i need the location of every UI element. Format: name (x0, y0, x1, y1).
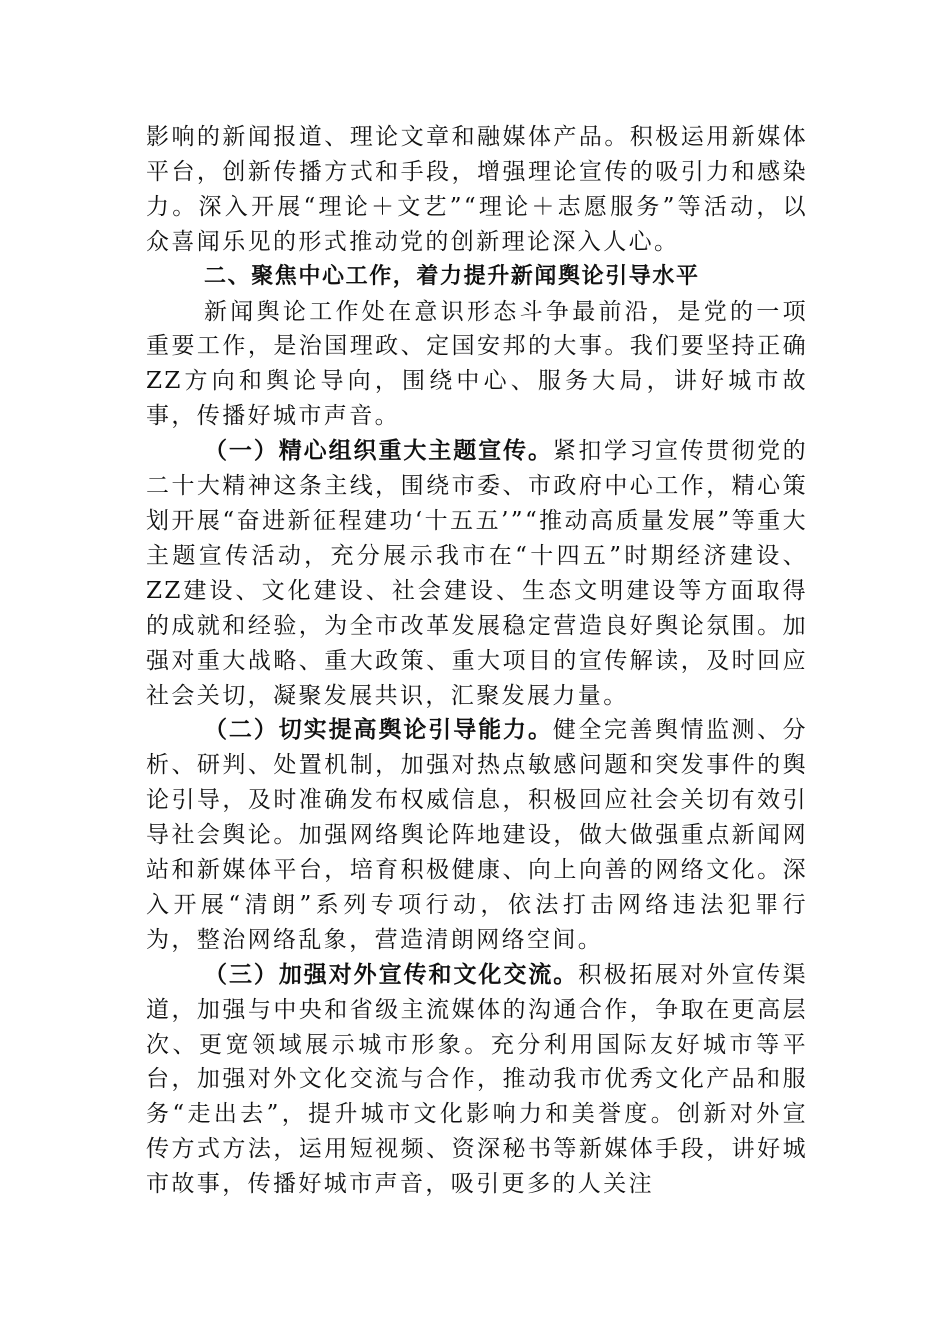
item-3-paragraph (146, 958, 808, 1202)
item-1-paragraph (146, 434, 808, 713)
item-2-body: 健全完善舆情监测、分析、研判、处置机制，加强对热点敏感问题和突发事件的舆论引导，及时准确发布权威信息，积极回应社会关切有效引导社会舆论。加强网络舆论阵地建设，做大做强重点新闻网站和新媒体平台，培育积极健康、向上向善的网络文化。深入开展“清朗”系列专项行动，依法打击网络违法犯罪行为，整治网络乱象，营造清朗网络空间。 (146, 717, 809, 953)
item-1-body: 紧扣学习宣传贯彻党的二十大精神这条主线，围绕市委、市政府中心工作，精心策划开展“奋进新征程建功‘十五五’”“推动高质量发展”等重大主题宣传活动，充分展示我市在“十四五”时期经济建设、ZZ建设、文化建设、社会建设、生态文明建设等方面取得的成就和经验，为全市改革发展稳定营造良好舆论氛围。加强对重大战略、重大政策、重大项目的宣传解读，及时回应社会关切，凝聚发展共识，汇聚发展力量。 (146, 438, 809, 709)
item-1-lead: （一）精心组织重大主题宣传。 (204, 438, 553, 465)
section-heading: 二、聚焦中心工作，着力提升新闻舆论引导水平 (204, 263, 700, 289)
section-paragraph: 新闻舆论工作处在意识形态斗争最前沿，是党的一项重要工作，是治国理政、定国安邦的大事。我们要坚持正确ZZ方向和舆论导向，围绕中心、服务大局，讲好城市故事，传播好城市声音。 (146, 298, 808, 430)
item-3-body: 积极拓展对外宣传渠道，加强与中央和省级主流媒体的沟通合作，争取在更高层次、更宽领域展示城市形象。充分利用国际友好城市等平台，加强对外文化交流与合作，推动我市优秀文化产品和服务“走出去”，提升城市文化影响力和美誉度。创新对外宣传方式方法，运用短视频、资深秘书等新媒体手段，讲好城市故事，传播好城市声音，吸引更多的人关注 (146, 961, 808, 1198)
item-2-paragraph (146, 713, 808, 957)
item-3-lead: （三）加强对外宣传和文化交流。 (204, 961, 579, 988)
intro-paragraph: 影响的新闻报道、理论文章和融媒体产品。积极运用新媒体平台，创新传播方式和手段，增强理论宣传的吸引力和感染力。深入开展“理论＋文艺”“理论＋志愿服务”等活动，以众喜闻乐见的形式推动党的创新理论深入人心。 (146, 124, 808, 255)
item-2-lead: （二）切实提高舆论引导能力。 (204, 717, 553, 744)
document-page (146, 120, 808, 1202)
